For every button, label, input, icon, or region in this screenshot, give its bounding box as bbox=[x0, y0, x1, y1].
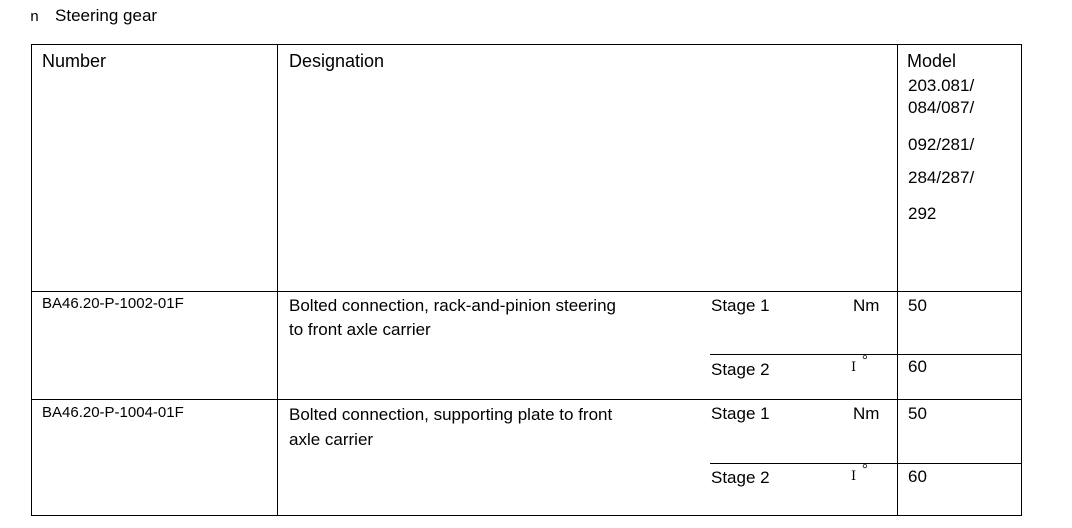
stage-label: Stage 1 bbox=[711, 296, 770, 315]
header-number: Number bbox=[42, 51, 107, 71]
section-title: Steering gear bbox=[55, 6, 158, 25]
column-divider bbox=[897, 44, 898, 516]
torque-table bbox=[31, 44, 1022, 516]
model-line: 092/281/ bbox=[908, 135, 975, 154]
torque-value: 50 bbox=[908, 404, 927, 423]
angle-unit bbox=[851, 353, 868, 375]
table-border-bottom bbox=[31, 515, 1022, 516]
section-heading bbox=[30, 6, 157, 26]
unit-nm: Nm bbox=[853, 404, 880, 423]
stage-label: Stage 2 bbox=[711, 468, 770, 487]
header-designation: Designation bbox=[289, 51, 385, 71]
angle-icon: I bbox=[851, 469, 857, 484]
row-designation-line: axle carrier bbox=[289, 430, 374, 449]
degree-symbol: ° bbox=[862, 462, 868, 477]
angle-icon: I bbox=[851, 360, 857, 375]
angle-value: 60 bbox=[908, 357, 927, 376]
torque-value: 50 bbox=[908, 296, 927, 315]
header-model: Model bbox=[907, 51, 957, 71]
column-divider bbox=[277, 44, 278, 516]
model-line: 292 bbox=[908, 204, 937, 223]
stage-label: Stage 1 bbox=[711, 404, 770, 423]
row-divider bbox=[31, 399, 1022, 400]
unit-nm: Nm bbox=[853, 296, 880, 315]
model-line: 084/087/ bbox=[908, 98, 975, 117]
row-designation-line: to front axle carrier bbox=[289, 320, 431, 339]
stage-label: Stage 2 bbox=[711, 360, 770, 379]
table-border-top bbox=[31, 44, 1022, 45]
angle-value: 60 bbox=[908, 467, 927, 486]
row-designation-line: Bolted connection, supporting plate to front bbox=[289, 405, 613, 424]
row-divider bbox=[31, 291, 1022, 292]
bullet-icon: n bbox=[30, 9, 40, 26]
row-designation-line: Bolted connection, rack-and-pinion steering bbox=[289, 296, 616, 315]
table-border-left bbox=[31, 44, 32, 516]
degree-symbol: ° bbox=[862, 353, 868, 368]
table-border-right bbox=[1021, 44, 1022, 516]
row-number: BA46.20-P-1004-01F bbox=[42, 404, 184, 421]
model-line: 203.081/ bbox=[908, 76, 975, 95]
model-line: 284/287/ bbox=[908, 168, 975, 187]
row-number: BA46.20-P-1002-01F bbox=[42, 295, 184, 312]
angle-unit bbox=[851, 462, 868, 484]
